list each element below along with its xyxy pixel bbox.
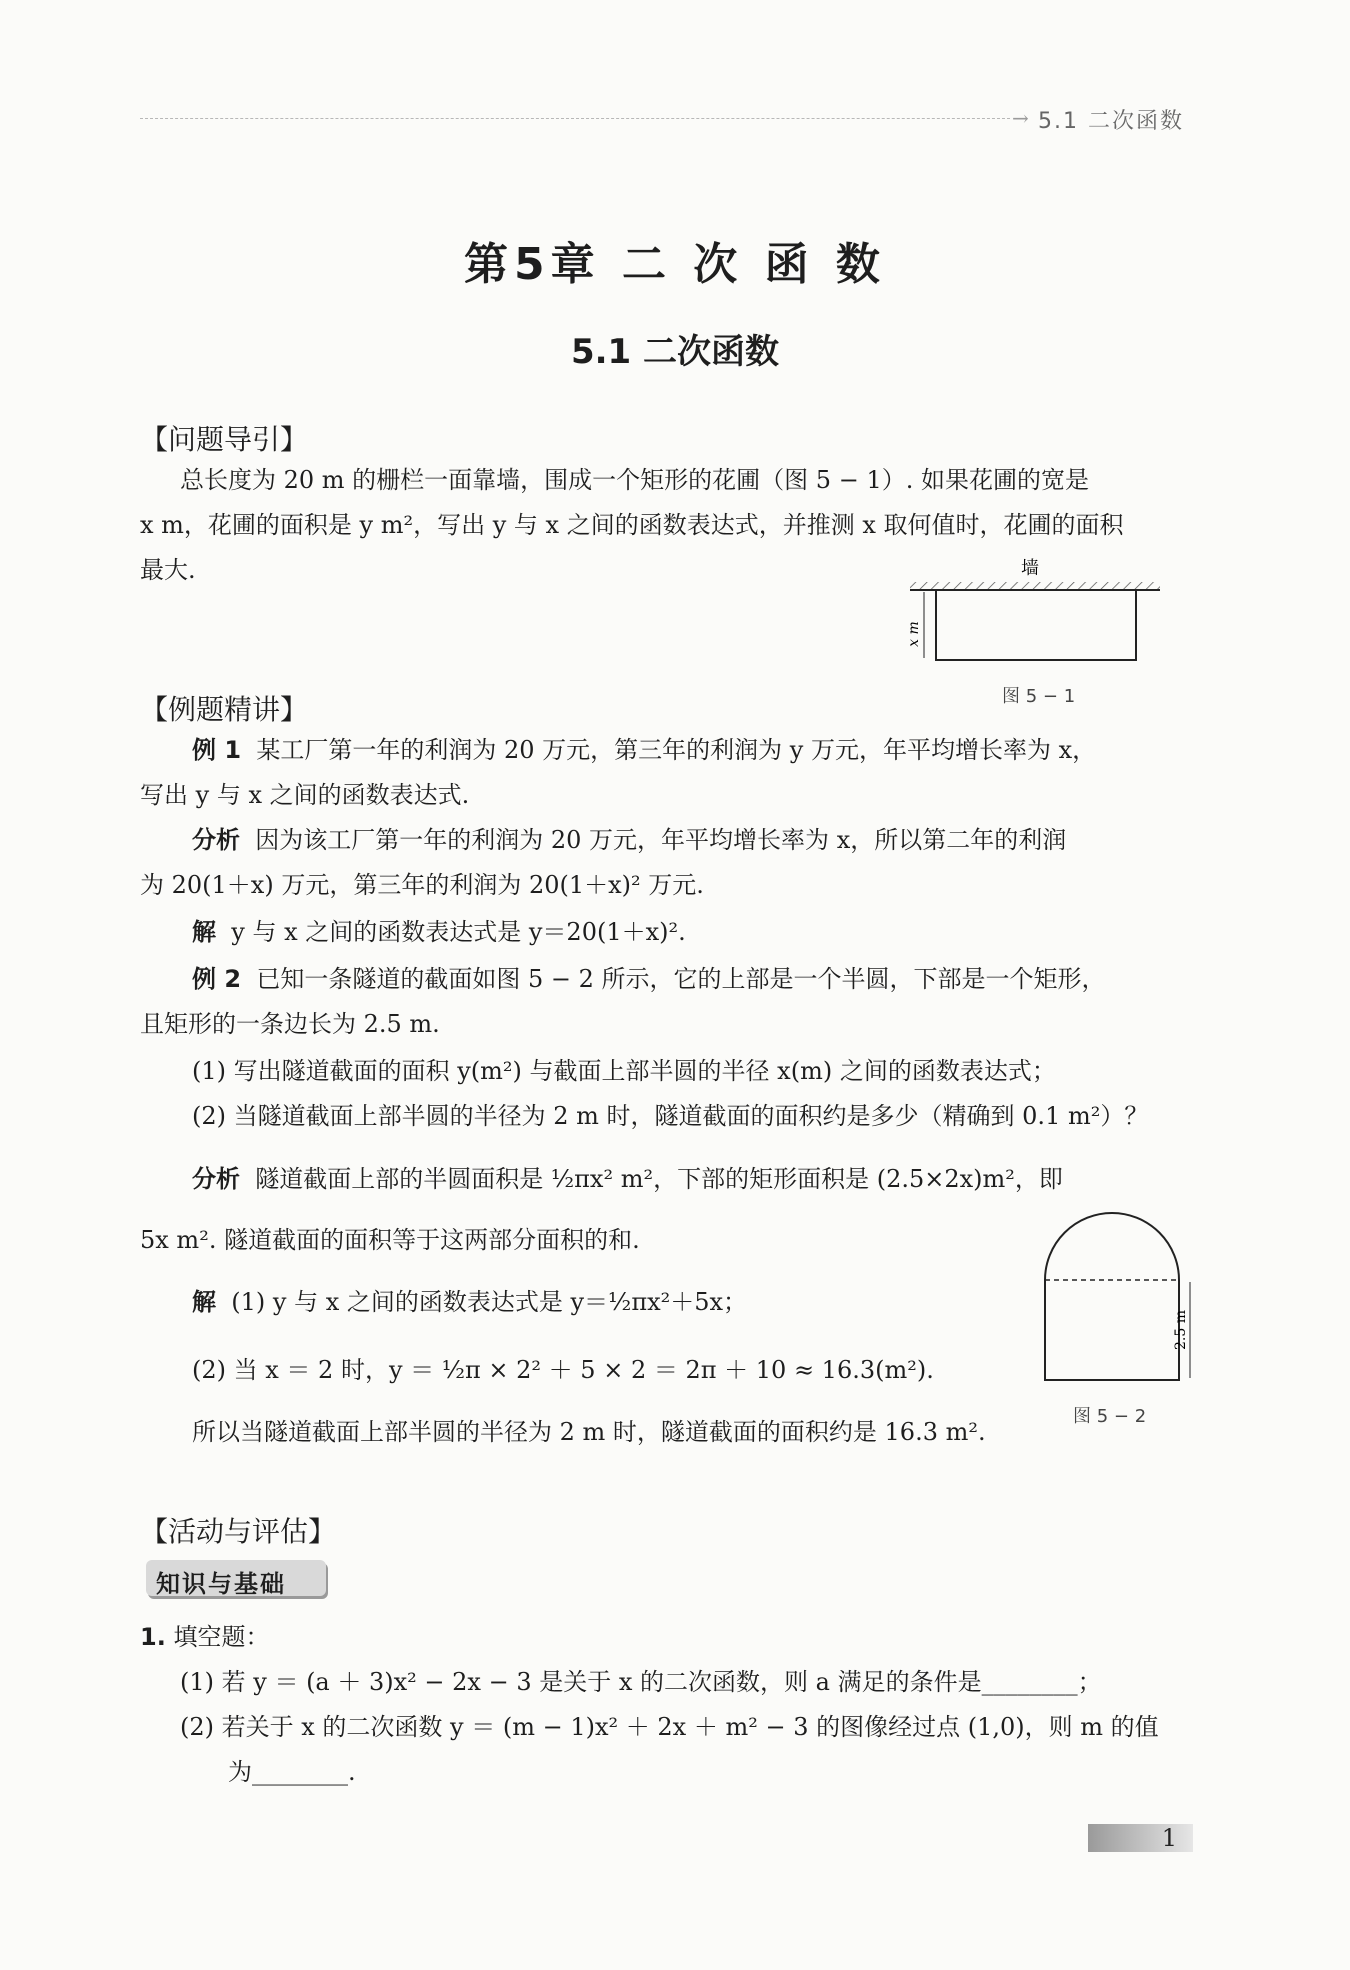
example-1-text: 某工厂第一年的利润为 20 万元，第三年的利润为 y 万元，年平均增长率为 x， bbox=[256, 736, 1097, 764]
figure-5-2-caption: 图 5 − 2 bbox=[1073, 1406, 1147, 1427]
example-2-question-1: (1) 写出隧道截面的面积 y(m²) 与截面上部半圆的半径 x(m) 之间的函数表达式； bbox=[192, 1057, 1056, 1085]
example-2-question-2: (2) 当隧道截面上部半圆的半径为 2 m 时，隧道截面的面积约是多少（精确到 0.1 m²）？ bbox=[192, 1102, 1149, 1130]
wall-label: 墙 bbox=[1021, 558, 1039, 579]
figure-5-1-caption: 图 5 − 1 bbox=[1002, 686, 1076, 707]
height-label: 2.5 m bbox=[1173, 1310, 1189, 1350]
analysis-2-text: 隧道截面上部的半圆面积是 ½πx² m²，下部的矩形面积是 (2.5×2x)m²，即 bbox=[255, 1165, 1063, 1193]
example-1-line-1 bbox=[192, 728, 1096, 773]
example-1-label: 例 1 bbox=[192, 736, 242, 764]
question-1-part-1: (1) 若 y ＝ (a ＋ 3)x² − 2x − 3 是关于 x 的二次函数，则 a 满足的条件是________； bbox=[180, 1668, 1102, 1696]
guide-heading: 【问题导引】 bbox=[140, 423, 309, 456]
analysis-1-line-1 bbox=[192, 818, 1066, 863]
example-2-text: 已知一条隧道的截面如图 5 − 2 所示，它的上部是一个半圆，下部是一个矩形， bbox=[256, 965, 1106, 993]
solution-2-label: 解 bbox=[192, 1288, 216, 1316]
solution-1-label: 解 bbox=[192, 918, 216, 946]
question-1-label: 1. bbox=[140, 1623, 166, 1651]
example-1-line-2: 写出 y 与 x 之间的函数表达式. bbox=[140, 781, 470, 809]
width-label: x m bbox=[906, 621, 922, 647]
question-1-part-2: (2) 若关于 x 的二次函数 y ＝ (m − 1)x² ＋ 2x ＋ m² − 3 的图像经过点 (1,0)，则 m 的值 bbox=[180, 1713, 1159, 1741]
solution-1 bbox=[192, 910, 686, 955]
example-2-line-2: 且矩形的一条边长为 2.5 m. bbox=[140, 1010, 440, 1038]
figure-5-1 bbox=[900, 552, 1170, 682]
arrow-icon: → bbox=[1012, 106, 1029, 130]
running-header bbox=[140, 104, 1190, 134]
knowledge-badge bbox=[146, 1560, 326, 1596]
header-rule bbox=[140, 118, 1010, 119]
activity-heading: 【活动与评估】 bbox=[140, 1515, 337, 1548]
example-2-line-1 bbox=[192, 957, 1106, 1002]
solution-2-text: (1) y 与 x 之间的函数表达式是 y＝½πx²＋5x； bbox=[231, 1288, 748, 1316]
page-number-tab bbox=[1088, 1824, 1193, 1852]
guide-line-1: 总长度为 20 m 的栅栏一面靠墙，围成一个矩形的花圃（图 5 − 1）. 如果花圃的宽是 bbox=[180, 466, 1089, 494]
solution-1-text: y 与 x 之间的函数表达式是 y＝20(1＋x)². bbox=[231, 918, 686, 946]
solution-2-line-2: (2) 当 x ＝ 2 时，y ＝ ½π × 2² ＋ 5 × 2 ＝ 2π ＋ 10 ≈ 16.3(m²). bbox=[192, 1356, 934, 1384]
analysis-1-label: 分析 bbox=[192, 826, 240, 854]
wall-hatch bbox=[910, 582, 1160, 590]
section-title: 5.1 二次函数 bbox=[570, 332, 780, 372]
knowledge-badge-label: 知识与基础 bbox=[156, 1570, 286, 1598]
analysis-2-line-1 bbox=[192, 1157, 1063, 1202]
examples-heading: 【例题精讲】 bbox=[140, 693, 309, 726]
analysis-1-line-2: 为 20(1＋x) 万元，第三年的利润为 20(1＋x)² 万元. bbox=[140, 871, 704, 899]
analysis-2-line-2: 5x m². 隧道截面的面积等于这两部分面积的和. bbox=[140, 1226, 640, 1254]
question-1 bbox=[140, 1615, 269, 1660]
analysis-1-text: 因为该工厂第一年的利润为 20 万元，年平均增长率为 x，所以第二年的利润 bbox=[255, 826, 1067, 854]
solution-2-line-1 bbox=[192, 1280, 747, 1325]
tunnel-outline bbox=[1045, 1213, 1179, 1380]
solution-2-line-3: 所以当隧道截面上部半圆的半径为 2 m 时，隧道截面的面积约是 16.3 m². bbox=[192, 1418, 986, 1446]
garden-rect bbox=[936, 590, 1136, 660]
page-number: 1 bbox=[1161, 1824, 1177, 1852]
header-section-ref: 5.1 二次函数 bbox=[1038, 109, 1184, 134]
analysis-2-label: 分析 bbox=[192, 1165, 240, 1193]
figure-5-2 bbox=[1030, 1205, 1200, 1395]
guide-line-2: x m，花圃的面积是 y m²，写出 y 与 x 之间的函数表达式，并推测 x 取何值时，花圃的面积 bbox=[140, 511, 1124, 539]
example-2-label: 例 2 bbox=[192, 965, 242, 993]
question-1-part-2-cont: 为________. bbox=[228, 1758, 356, 1786]
chapter-title: 第5章 二 次 函 数 bbox=[464, 239, 886, 290]
question-1-text: 填空题： bbox=[173, 1623, 270, 1651]
guide-line-3: 最大. bbox=[140, 556, 196, 584]
